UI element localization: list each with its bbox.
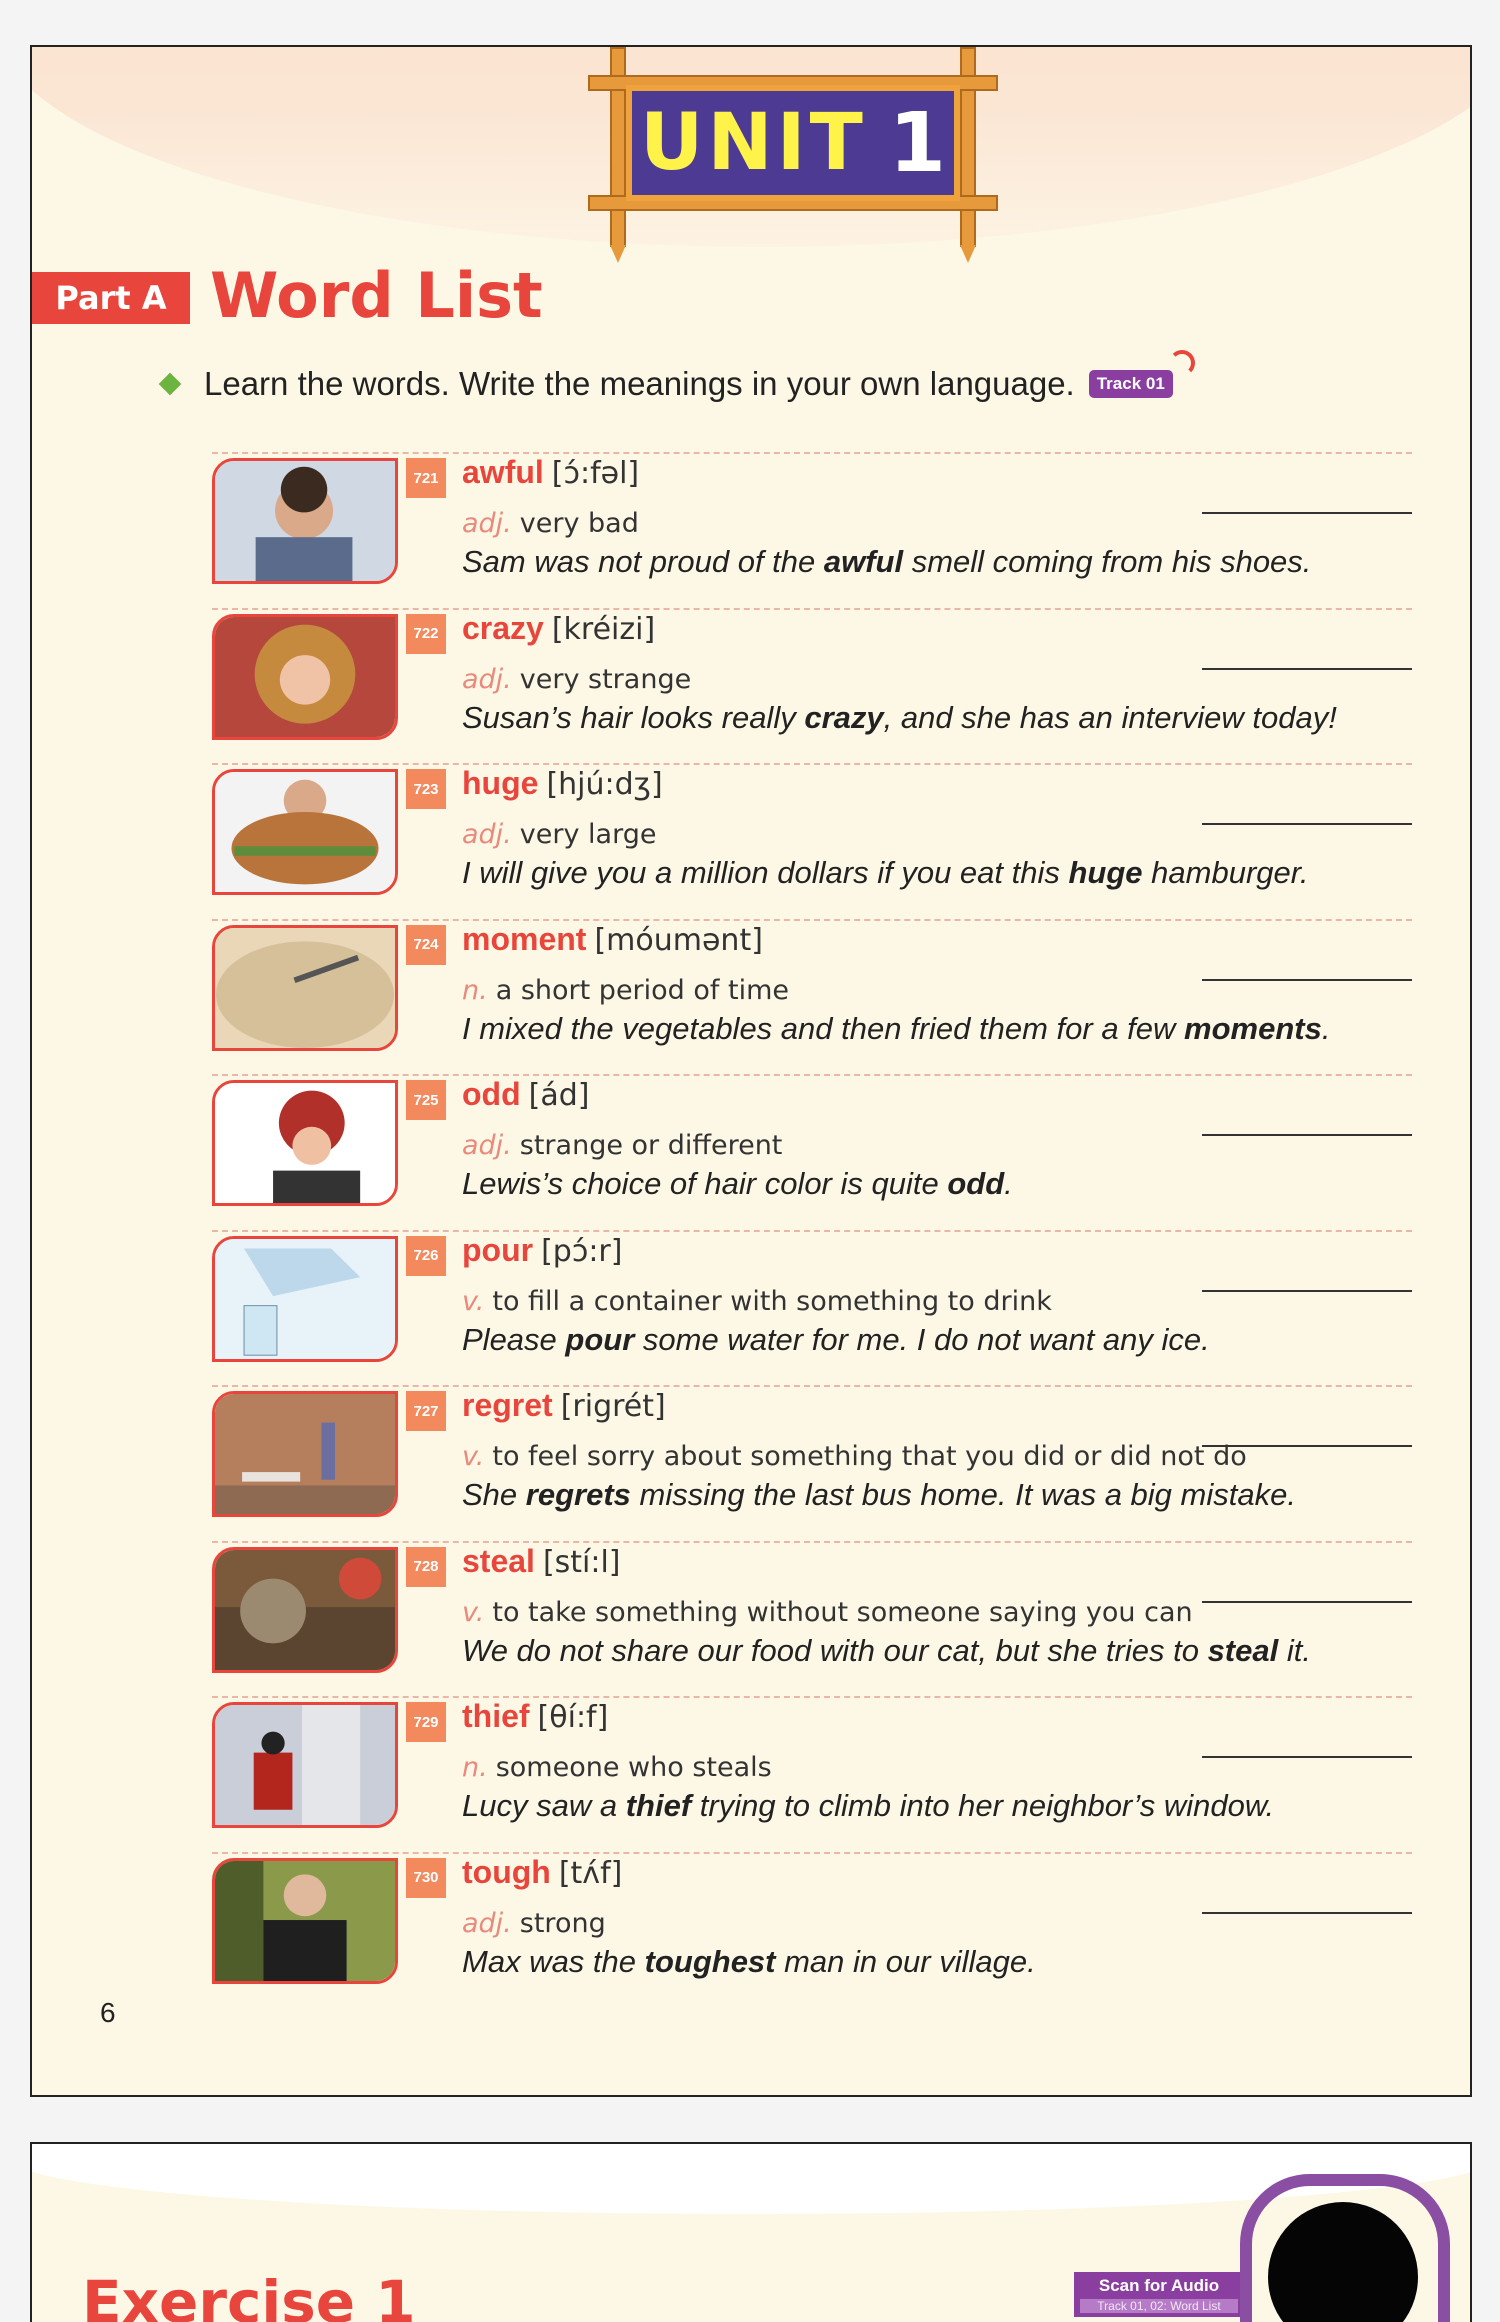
instruction — [162, 365, 1173, 403]
definition-text: to take something without someone saying you can — [492, 1596, 1193, 1628]
part-of-speech: v. — [462, 1596, 485, 1628]
entry-photo — [212, 614, 398, 740]
entry-number: 724 — [406, 925, 446, 965]
track-badge: Track 01 — [1089, 370, 1173, 398]
word-entry — [212, 1230, 1412, 1386]
meaning-write-line[interactable] — [1202, 1134, 1412, 1136]
example-keyword: odd — [947, 1166, 1005, 1201]
headword: steal — [462, 1542, 535, 1579]
word-entry — [212, 919, 1412, 1075]
example-sentence: Susan’s hair looks really crazy, and she has an interview today! — [462, 699, 1337, 735]
example-keyword: regrets — [525, 1477, 631, 1512]
meaning-write-line[interactable] — [1202, 1912, 1412, 1914]
example-keyword: crazy — [804, 699, 884, 735]
example-sentence: We do not share our food with our cat, but she tries to steal it. — [462, 1632, 1311, 1668]
scan-title: Scan for Audio — [1098, 2276, 1220, 2295]
entry-number: 722 — [406, 614, 446, 654]
meaning-write-line[interactable] — [1202, 668, 1412, 670]
definition — [462, 1752, 772, 1783]
definition — [462, 1130, 782, 1161]
entry-photo — [212, 1702, 398, 1828]
part-of-speech: adj. — [462, 663, 512, 695]
entry-photo — [212, 925, 398, 1051]
pronunciation: [ád] — [528, 1078, 590, 1113]
diamond-bullet-icon — [159, 373, 182, 396]
instruction-text: Learn the words. Write the meanings in your own language. — [204, 365, 1075, 402]
definition — [462, 1286, 1052, 1317]
definition — [462, 819, 656, 850]
entry-headword — [462, 1232, 622, 1269]
pronunciation: [kréizi] — [551, 611, 656, 647]
example-keyword: pour — [565, 1321, 635, 1357]
part-of-speech: adj. — [462, 508, 512, 539]
example-sentence: I mixed the vegetables and then fried them for a few moments. — [462, 1010, 1331, 1046]
definition-text: strong — [519, 1907, 606, 1939]
headword: thief — [462, 1698, 530, 1734]
meaning-write-line[interactable] — [1202, 512, 1412, 514]
entry-number: 729 — [406, 1702, 446, 1742]
headword: odd — [462, 1076, 521, 1112]
example-sentence: Lucy saw a thief trying to climb into her neighbor’s window. — [462, 1788, 1275, 1823]
word-entry — [212, 1696, 1412, 1852]
meaning-write-line[interactable] — [1202, 1601, 1412, 1603]
example-sentence: Max was the toughest man in our village. — [462, 1943, 1036, 1979]
entry-number: 728 — [406, 1547, 446, 1587]
headword: moment — [462, 920, 587, 957]
entry-photo — [212, 458, 398, 584]
meaning-write-line[interactable] — [1202, 1445, 1412, 1447]
definition-text: very large — [519, 819, 657, 850]
entry-number: 725 — [406, 1080, 446, 1120]
workbook-page — [30, 45, 1472, 2097]
example-keyword: moments — [1184, 1010, 1322, 1046]
entry-headword — [462, 1854, 622, 1891]
part-of-speech: adj. — [462, 1907, 512, 1939]
entry-headword — [462, 1387, 666, 1424]
scan-for-audio-label — [1074, 2272, 1244, 2317]
entry-number: 730 — [406, 1858, 446, 1898]
entry-headword — [462, 921, 763, 958]
meaning-write-line[interactable] — [1202, 1756, 1412, 1758]
entry-photo — [212, 769, 398, 895]
part-of-speech: v. — [462, 1441, 485, 1472]
page-number: 6 — [100, 1997, 116, 2028]
meaning-write-line[interactable] — [1202, 823, 1412, 825]
part-of-speech: v. — [462, 1285, 485, 1317]
entry-headword — [462, 1076, 589, 1113]
example-sentence: Sam was not proud of the awful smell coming from his shoes. — [462, 544, 1312, 579]
entry-number: 727 — [406, 1391, 446, 1431]
entry-photo — [212, 1858, 398, 1984]
unit-sign — [626, 85, 960, 201]
example-sentence: She regrets missing the last bus home. It was a big mistake. — [462, 1477, 1296, 1512]
definition-text: very bad — [519, 508, 639, 539]
entry-headword — [462, 610, 655, 647]
headword: crazy — [462, 609, 544, 646]
entry-headword — [462, 1698, 608, 1735]
entry-photo — [212, 1391, 398, 1517]
example-sentence: Lewis’s choice of hair color is quite odd. — [462, 1166, 1013, 1201]
word-entry — [212, 1385, 1412, 1541]
entry-number: 726 — [406, 1236, 446, 1276]
entry-headword — [462, 454, 639, 491]
part-of-speech: adj. — [462, 1130, 512, 1161]
word-entry — [212, 608, 1412, 764]
next-page — [30, 2142, 1472, 2322]
entry-number: 721 — [406, 458, 446, 498]
scan-subtitle: Track 01, 02: Word List — [1080, 2299, 1238, 2313]
definition-text: a short period of time — [495, 974, 789, 1006]
headword: tough — [462, 1853, 551, 1890]
word-entry — [212, 452, 1412, 608]
meaning-write-line[interactable] — [1202, 1290, 1412, 1292]
definition — [462, 1597, 1193, 1628]
headword: regret — [462, 1387, 553, 1423]
word-entry — [212, 1074, 1412, 1230]
unit-banner — [588, 47, 998, 247]
part-of-speech: n. — [462, 974, 488, 1006]
entry-photo — [212, 1080, 398, 1206]
pronunciation: [rigrét] — [560, 1389, 666, 1424]
exercise-title: Exercise 1 — [82, 2268, 416, 2322]
example-keyword: thief — [625, 1788, 692, 1823]
example-keyword: huge — [1068, 855, 1143, 890]
section-title: Word List — [210, 259, 543, 332]
example-keyword: toughest — [644, 1943, 776, 1979]
definition-text: strange or different — [519, 1130, 783, 1161]
pronunciation: [θí:f] — [537, 1700, 609, 1735]
entry-photo — [212, 1236, 398, 1362]
example-sentence: Please pour some water for me. I do not want any ice. — [462, 1321, 1210, 1357]
pronunciation: [móumənt] — [594, 922, 763, 958]
pronunciation: [pɔ́:r] — [541, 1233, 623, 1269]
unit-number: 1 — [888, 95, 946, 191]
definition — [462, 664, 691, 695]
word-entry — [212, 1852, 1412, 2008]
entry-number: 723 — [406, 769, 446, 809]
definition-text: very strange — [519, 663, 692, 695]
definition-text: to fill a container with something to drink — [492, 1285, 1052, 1317]
definition — [462, 1441, 1247, 1472]
meaning-write-line[interactable] — [1202, 979, 1412, 981]
definition-text: someone who steals — [495, 1752, 772, 1783]
pronunciation: [ɔ́:fəl] — [551, 456, 640, 491]
word-list — [212, 452, 1412, 2007]
part-of-speech: n. — [462, 1752, 488, 1783]
headword: awful — [462, 454, 544, 490]
example-keyword: steal — [1207, 1632, 1279, 1668]
example-keyword: awful — [823, 544, 904, 579]
entry-headword — [462, 1543, 621, 1580]
headword: huge — [462, 765, 539, 801]
pronunciation: [hjú:dʒ] — [546, 767, 663, 802]
definition — [462, 508, 639, 539]
definition-text: to feel sorry about something that you did or did not do — [492, 1441, 1247, 1472]
word-entry — [212, 1541, 1412, 1697]
part-tag: Part A — [32, 272, 190, 324]
pronunciation: [stí:l] — [542, 1544, 621, 1580]
headword: pour — [462, 1231, 534, 1268]
pronunciation: [tʌ́f] — [558, 1855, 623, 1891]
entry-headword — [462, 765, 663, 802]
example-sentence: I will give you a million dollars if you eat this huge hamburger. — [462, 855, 1309, 890]
part-of-speech: adj. — [462, 819, 512, 850]
word-entry — [212, 763, 1412, 919]
definition — [462, 1908, 606, 1939]
unit-label: UNIT — [640, 98, 867, 188]
entry-photo — [212, 1547, 398, 1673]
definition — [462, 975, 789, 1006]
